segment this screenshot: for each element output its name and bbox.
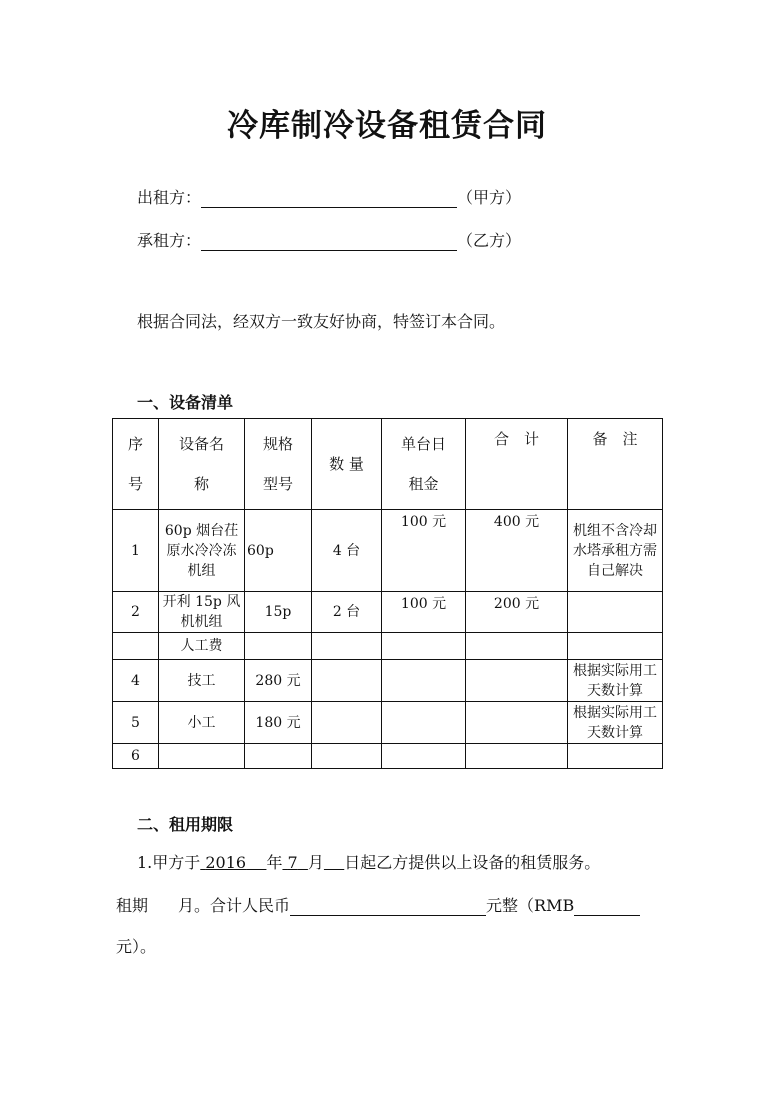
table-row xyxy=(113,702,663,744)
total-label: 月。合计人民币 xyxy=(178,896,291,915)
day-suffix: 日起乙方提供以上设备的租赁服务。 xyxy=(344,853,601,872)
cell-total xyxy=(466,660,568,702)
cell-spec: 15p xyxy=(245,592,312,633)
term-prefix: 1.甲方于 xyxy=(137,853,201,872)
cell-no: 2 xyxy=(113,592,159,633)
cell-spec xyxy=(245,633,312,660)
start-month[interactable]: 7 xyxy=(287,853,298,872)
cell-note xyxy=(568,633,663,660)
table-row xyxy=(113,592,663,633)
term-label: 租期 xyxy=(116,896,149,915)
header-note: 备 注 xyxy=(568,419,663,510)
cell-no: 5 xyxy=(113,702,159,744)
lessor-label: 出租方： xyxy=(137,188,202,207)
cell-rent xyxy=(382,702,466,744)
section1-heading: 一、设备清单 xyxy=(137,393,234,412)
section2-heading: 二、租用期限 xyxy=(137,815,234,834)
lessee-label: 承租方： xyxy=(137,231,202,250)
document-title: 冷库制冷设备租赁合同 xyxy=(227,108,547,144)
cell-rent xyxy=(382,660,466,702)
month-label: 月 xyxy=(307,853,324,872)
cell-rent xyxy=(382,633,466,660)
intro-paragraph: 根据合同法，经双方一致友好协商，特签订本合同。 xyxy=(137,312,506,331)
cell-total xyxy=(466,633,568,660)
cell-note xyxy=(568,744,663,769)
cell-note: 根据实际用工天数计算 xyxy=(568,660,663,702)
lessee-blank[interactable] xyxy=(201,234,457,251)
header-qty: 数 量 xyxy=(312,419,382,510)
table-row xyxy=(113,744,663,769)
start-day[interactable] xyxy=(324,853,344,872)
lessor-blank[interactable] xyxy=(201,191,457,208)
table-row xyxy=(113,633,663,660)
cell-qty xyxy=(312,702,382,744)
cell-no: 6 xyxy=(113,744,159,769)
cell-qty xyxy=(312,744,382,769)
cell-no xyxy=(113,633,159,660)
cell-spec: 60p xyxy=(245,510,312,592)
header-spec: 规格 型号 xyxy=(245,419,312,510)
cell-rent xyxy=(382,744,466,769)
total-rmb-blank[interactable] xyxy=(290,899,486,916)
equipment-table xyxy=(112,418,663,769)
cell-note: 根据实际用工天数计算 xyxy=(568,702,663,744)
table-row xyxy=(113,660,663,702)
cell-name: 开利 15p 风机机组 xyxy=(159,592,245,633)
term-line-3: 元）。 xyxy=(116,937,157,956)
cell-qty: 2 台 xyxy=(312,592,382,633)
cell-qty xyxy=(312,633,382,660)
cell-rent: 100 元 xyxy=(382,510,466,592)
table-header-row xyxy=(113,419,663,510)
cell-note: 机组不含冷却水塔承租方需自己解决 xyxy=(568,510,663,592)
header-name: 设备名 称 xyxy=(159,419,245,510)
cell-no: 1 xyxy=(113,510,159,592)
cell-spec: 180 元 xyxy=(245,702,312,744)
cell-name: 小工 xyxy=(159,702,245,744)
lessee-suffix: （乙方） xyxy=(457,231,522,250)
lessor-suffix: （甲方） xyxy=(457,188,522,207)
cell-total: 200 元 xyxy=(466,592,568,633)
header-rent: 单台日 租金 xyxy=(382,419,466,510)
cell-no: 4 xyxy=(113,660,159,702)
cell-name xyxy=(159,744,245,769)
year-label: 年 xyxy=(266,853,283,872)
cell-name: 技工 xyxy=(159,660,245,702)
rmb-amount-blank[interactable] xyxy=(574,899,640,916)
start-year[interactable]: 2016 xyxy=(205,853,247,872)
header-no: 序 号 xyxy=(113,419,159,510)
cell-total: 400 元 xyxy=(466,510,568,592)
cell-spec xyxy=(245,744,312,769)
cell-note xyxy=(568,592,663,633)
header-total: 合 计 xyxy=(466,419,568,510)
cell-qty xyxy=(312,660,382,702)
lessee-line xyxy=(137,228,521,251)
cell-name: 人工费 xyxy=(159,633,245,660)
term-line-1 xyxy=(137,850,600,873)
rmb-label: 元整（RMB xyxy=(486,896,575,915)
cell-total xyxy=(466,744,568,769)
lessor-line xyxy=(137,185,521,208)
table-row xyxy=(113,510,663,592)
cell-total xyxy=(466,702,568,744)
cell-rent: 100 元 xyxy=(382,592,466,633)
cell-spec: 280 元 xyxy=(245,660,312,702)
cell-name: 60p 烟台茌原水冷冷冻机组 xyxy=(159,510,245,592)
term-line-2 xyxy=(116,893,640,916)
cell-qty: 4 台 xyxy=(312,510,382,592)
